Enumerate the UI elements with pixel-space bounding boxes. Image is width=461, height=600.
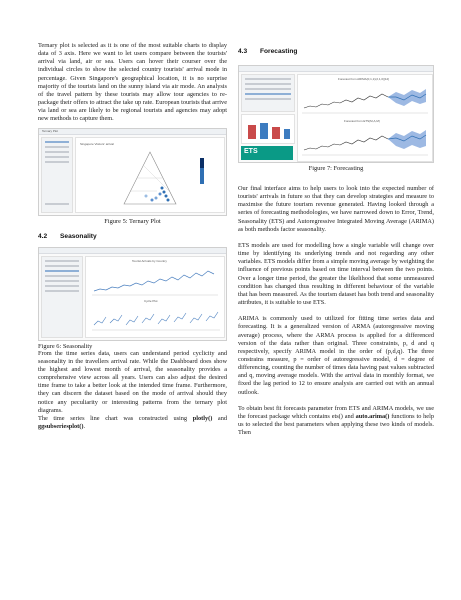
- filter-sidebar: [241, 74, 295, 112]
- arima-forecast-chart: [298, 82, 432, 118]
- plotly-code: plotly(): [192, 414, 213, 422]
- section-4-3-number: 4.3: [238, 48, 248, 55]
- ternary-intro-paragraph: Ternary plot is selected as it is one of the most suitable charts to display data of 3 axis. Here we want to let users compare between the tourists' arrival via land, air or sea. Users can hover their courser over the individual circles to show the selected country tourists' arrival mode in percentage. Given Singapore's geographical location, it is no surprise majority of the tourists land on the sunny island via air mode. An analysis of the travel pattern by these tourists may allow tour agencies to re-package their offers to attract the take up rate. European tourists that arrive via land or sea are likely to be regional tourists and agencies may adopt new methods to capture them.: [38, 42, 227, 123]
- cycle-plot-title: Cycle Plot: [144, 298, 158, 303]
- tourist-arrivals-chart-title: Tourist Arrivals by Country: [132, 258, 167, 263]
- forecast-panel: [297, 74, 433, 162]
- app-toolbar: [39, 248, 226, 254]
- filter-sidebar: [41, 137, 73, 213]
- ternary-panel: [75, 137, 225, 213]
- final-paragraph-end: functions to help us to selected the best parameters when applying these two kinds of models. Then: [238, 412, 434, 437]
- final-paragraph-start: To obtain best fit forecasts parameter from ETS and ARIMA models, we use the forecast package which contains ets() and: [238, 404, 434, 420]
- section-4-3-heading: [238, 48, 434, 55]
- ternary-panel-title: Singapore Visitors' arrival: [80, 141, 114, 146]
- plotly-sentence-end: .: [83, 422, 86, 430]
- ternary-chart: [76, 138, 224, 212]
- cycle-plot-chart: [86, 303, 224, 335]
- interface-paragraph: Our final interface aims to help users to look into the expected number of tourists' arrivals in future so that they can develop strategies and measure to maximise the future tourism revenue generated. Having looked through a series of forecasting methodologies, we have narrowed down to Error, Trend, Seasonality (ETS) and Autoregressive Integrated Moving Average (ARIMA) as both methods factor seasonality.: [238, 185, 434, 233]
- seasonality-paragraph: From the time series data, users can understand period cyclicity and seasonality in the travellers arrival rate. While the Dashboard does show the highest and lowest month of arrival, the seasonality provides a comprehensive view across all years. Users can also adjust the desired time frame to take a better look at the intended time frame. Furthermore, they can discern the dataset based on the mode of arrival should they notice any peculiarity or interesting patterns from the ternary plot diagrams.: [38, 349, 227, 414]
- arima-paragraph: ARIMA is commonly used to utilized for fitting time series data and forecasting. It is a generalized version of ARMA (autoregressive moving average) process, where the ARMA process is applied for a differenced version of the data rather than original. Three constraints, p, d and q respectively, specify ARIMA model in the order of (p,d,q). The three constrains measure, p = order of autoregressive model, d = degree of differencing, counting the number of times data having past values subtracted and q, moving average models. With the arrival data in monthly format, we fixed the lag period to 12 to ensure analysis are carried out with an annual outlook.: [238, 315, 434, 396]
- left-column: [38, 42, 227, 431]
- plotly-paragraph: [38, 415, 227, 431]
- section-4-2-title: Seasonality: [60, 232, 97, 240]
- seasonality-panel: [85, 256, 225, 338]
- figure-7-forecasting: [238, 65, 434, 163]
- final-paragraph: [238, 405, 434, 438]
- accuracy-bars: [242, 115, 294, 143]
- accuracy-panel: [241, 114, 295, 144]
- right-column: [238, 42, 434, 437]
- figure-5-ternary-plot: [38, 128, 227, 216]
- section-4-2-heading: [38, 233, 227, 240]
- section-4-3-title: Forecasting: [260, 48, 298, 55]
- auto-arima-code: auto.arima(): [355, 412, 390, 420]
- filter-sidebar: [41, 256, 83, 338]
- figure-6-seasonality: [38, 247, 227, 341]
- ggsubseriesplot-code: ggsubseriesplot(): [38, 422, 84, 430]
- arima-chart-title: Forecast from ARIMA(0,1,1)(2,1,0)[12]: [338, 77, 390, 81]
- ets-badge-label: ETS: [244, 148, 258, 155]
- figure-6-caption: Figure 6: Seasonality: [38, 342, 93, 350]
- ets-badge: [241, 146, 293, 160]
- section-4-2-number: 4.2: [38, 232, 48, 240]
- plotly-and: and: [212, 414, 227, 422]
- figure-5-caption: Figure 5: Ternary Plot: [104, 217, 161, 225]
- plotly-sentence-start: The time series line chart was constructed using: [38, 414, 193, 422]
- arrivals-line-chart: [86, 263, 224, 299]
- ets-forecast-chart: [298, 124, 432, 160]
- figure-7-caption: Figure 7: Forecasting: [308, 165, 364, 172]
- app-toolbar: [39, 129, 226, 135]
- ets-paragraph: ETS models are used for modelling how a single variable will change over time by identifying its underlying trends and not regarding any other variables. ETS models differ from a simple moving average by weighting the influence of previous points based on time interval between the two points. Over a longer time period, the greater the likelihood that some unmeasured condition has changed thus resulting in different behaviour of the variable that has been measured. As the tourism dataset has both trend and seasonality attributes, it is suitable to use ETS.: [238, 241, 434, 307]
- figure-5-tab-label: Ternary Plot: [42, 129, 59, 134]
- app-toolbar: [239, 66, 433, 72]
- ets-chart-title: Forecast from ETS(M,A,M): [344, 119, 380, 123]
